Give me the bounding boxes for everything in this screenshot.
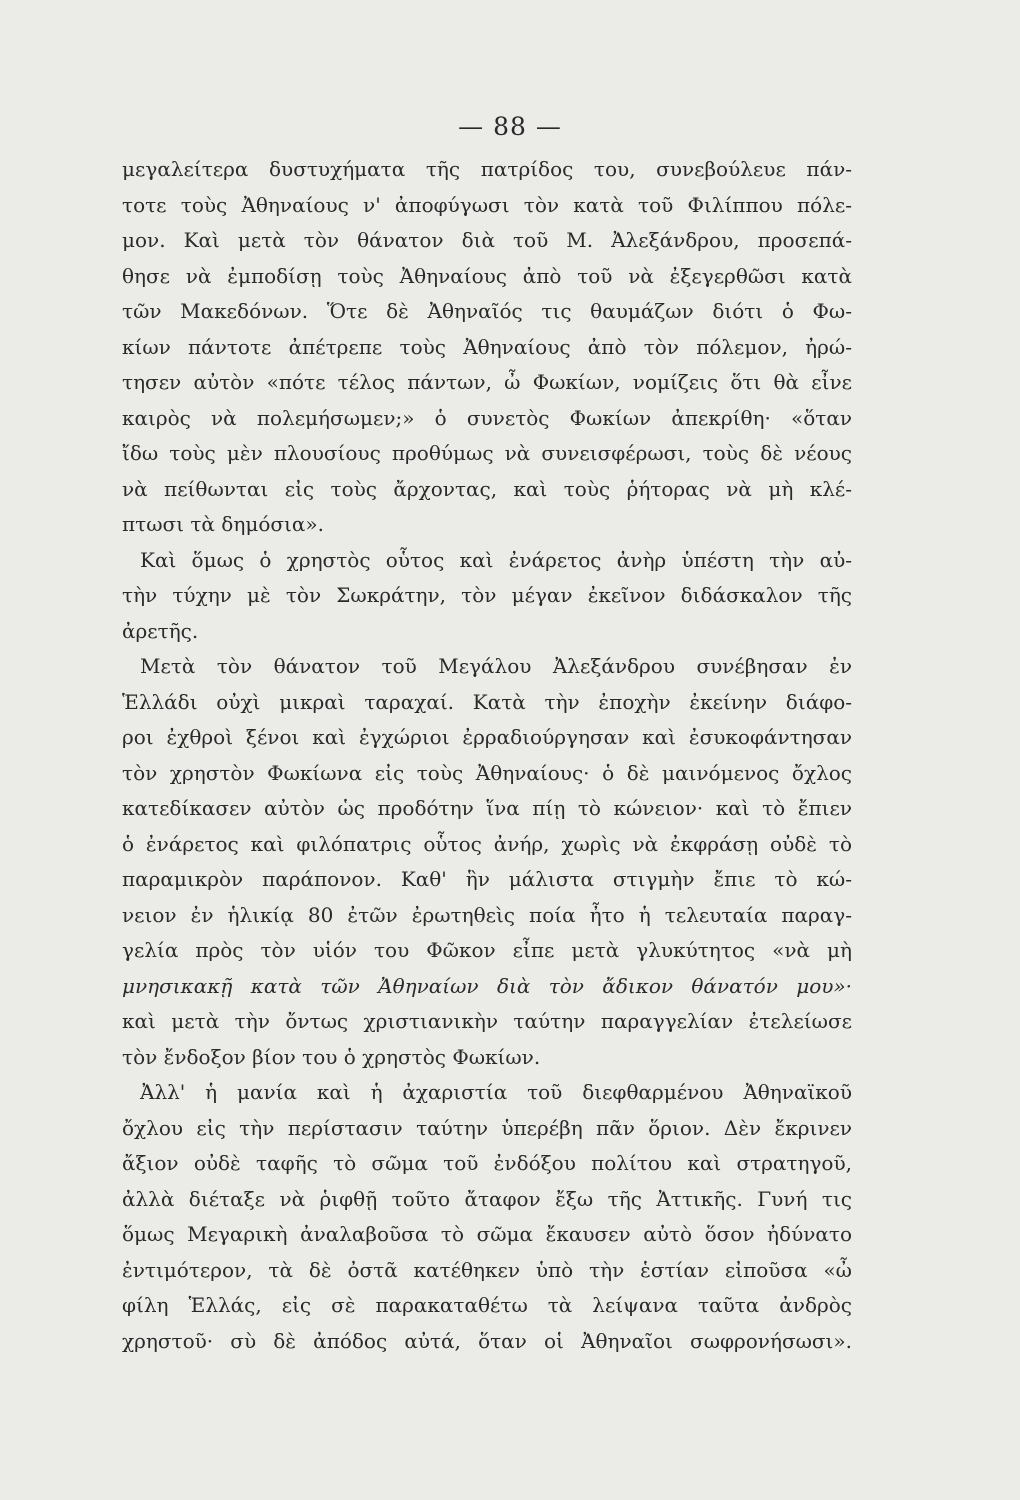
text-line: μεγαλείτερα δυστυχήματα τῆς πατρίδος του, συνεβούλευε πάν-: [122, 157, 852, 181]
text-line: τησεν αὐτὸν «πότε τέλος πάντων, ὦ Φωκίων, νομίζεις ὅτι θὰ εἶνε: [122, 370, 852, 394]
text-line: ὄχλου εἰς τὴν περίστασιν ταύτην ὑπερέβη πᾶν ὅριον. Δὲν ἔκρινεν: [122, 1115, 852, 1140]
text-line: ὅμως Μεγαρικὴ ἀναλαβοῦσα τὸ σῶμα ἔκαυσεν αὐτὸ ὅσον ἠδύνατο: [122, 1222, 852, 1246]
text-line: τὸν ἔνδοξον βίον του ὁ χρηστὸς Φωκίων.: [122, 1044, 541, 1069]
text-line: κατεδίκασεν αὐτὸν ὡς προδότην ἵνα πίῃ τὸ κώνειον· καὶ τὸ ἔπιεν: [122, 796, 852, 820]
text-line: Ἑλλάδι οὐχὶ μικραὶ ταραχαί. Κατὰ τὴν ἐποχὴν ἐκείνην διάφο-: [122, 689, 852, 714]
text-line: νειον ἐν ἡλικίᾳ 80 ἐτῶν ἐρωτηθεὶς ποία ἦτο ἡ τελευταία παραγ-: [122, 902, 852, 927]
text-line: τοτε τοὺς Ἀθηναίους ν' ἀποφύγωσι τὸν κατὰ τοῦ Φιλίππου πόλε-: [122, 192, 852, 217]
text-line: ροι ἐχθροὶ ξένοι καὶ ἐγχώριοι ἐρραδιούργησαν καὶ ἐσυκοφάντησαν: [122, 725, 852, 749]
text-line: ἀλλὰ διέταξε νὰ ῥιφθῇ τοῦτο ἄταφον ἔξω τῆς Ἀττικῆς. Γυνή τις: [122, 1186, 852, 1211]
text-line: ἀρετῆς.: [122, 618, 199, 643]
paragraph-1: [122, 152, 852, 543]
text-line: κίων πάντοτε ἀπέτρεπε τοὺς Ἀθηναίους ἀπὸ τὸν πόλεμον, ἠρώ-: [122, 334, 852, 359]
text-line: μον. Καὶ μετὰ τὸν θάνατον διὰ τοῦ Μ. Ἀλεξάνδρου, προσεπά-: [122, 228, 852, 252]
paragraph-2: [122, 543, 852, 650]
text-line: ὁ ἐνάρετος καὶ φιλόπατρις οὗτος ἀνήρ, χωρὶς νὰ ἐκφράσῃ οὐδὲ τὸ: [122, 831, 852, 856]
body-text: [122, 152, 852, 1359]
text-line: τὴν τύχην μὲ τὸν Σωκράτην, τὸν μέγαν ἐκεῖνον διδάσκαλον τῆς: [122, 583, 852, 607]
text-line: καιρὸς νὰ πολεμήσωμεν;» ὁ συνετὸς Φωκίων ἀπεκρίθη· «ὅταν: [122, 405, 852, 430]
text-line: φίλη Ἑλλάς, εἰς σὲ παρακαταθέτω τὰ λείψανα ταῦτα ἀνδρὸς: [122, 1293, 852, 1317]
text-line: μνησικακῇ κατὰ τῶν Ἀθηναίων διὰ τὸν ἄδικον θάνατόν μου»·: [122, 973, 852, 998]
page-number: — 88 —: [458, 112, 562, 141]
text-line: Καὶ ὅμως ὁ χρηστὸς οὗτος καὶ ἐνάρετος ἀνὴρ ὑπέστη τὴν αὐ-: [140, 547, 852, 572]
text-line: Μετὰ τὸν θάνατον τοῦ Μεγάλου Ἀλεξάνδρου συνέβησαν ἐν: [140, 654, 852, 678]
text-line: ἄξιον οὐδὲ ταφῆς τὸ σῶμα τοῦ ἐνδόξου πολίτου καὶ στρατηγοῦ,: [122, 1151, 852, 1175]
text-line: παραμικρὸν παράπονον. Καθ' ἣν μάλιστα στιγμὴν ἔπιε τὸ κώ-: [122, 867, 852, 891]
text-line: τῶν Μακεδόνων. Ὅτε δὲ Ἀθηναῖός τις θαυμάζων διότι ὁ Φω-: [122, 299, 852, 323]
text-line: καὶ μετὰ τὴν ὄντως χριστιανικὴν ταύτην παραγγελίαν ἐτελείωσε: [122, 1009, 852, 1033]
text-line: πτωσι τὰ δημόσια».: [122, 512, 324, 536]
text-line: γελία πρὸς τὸν υἱόν του Φῶκον εἶπε μετὰ γλυκύτητος «νὰ μὴ: [122, 938, 852, 962]
paragraph-3: [122, 649, 852, 1075]
text-line: χρηστοῦ· σὺ δὲ ἀπόδος αὐτά, ὅταν οἱ Ἀθηναῖοι σωφρονήσωσι».: [122, 1328, 852, 1353]
text-line: Ἀλλ' ἡ μανία καὶ ἡ ἀχαριστία τοῦ διεφθαρμένου Ἀθηναϊκοῦ: [140, 1080, 852, 1104]
text-line: ἐντιμότερον, τὰ δὲ ὀστᾶ κατέθηκεν ὑπὸ τὴν ἑστίαν εἰποῦσα «ὦ: [122, 1257, 852, 1282]
text-line: νὰ πείθωνται εἰς τοὺς ἄρχοντας, καὶ τοὺς ῥήτορας νὰ μὴ κλέ-: [122, 476, 852, 501]
paragraph-4: [122, 1075, 852, 1359]
text-line: ἴδω τοὺς μὲν πλουσίους προθύμως νὰ συνεισφέρωσι, τοὺς δὲ νέους: [122, 441, 852, 465]
text-line: θησε νὰ ἐμποδίσῃ τοὺς Ἀθηναίους ἀπὸ τοῦ νὰ ἐξεγερθῶσι κατὰ: [122, 263, 852, 288]
text-line: τὸν χρηστὸν Φωκίωνα εἰς τοὺς Ἀθηναίους· ὁ δὲ μαινόμενος ὄχλος: [122, 760, 852, 785]
